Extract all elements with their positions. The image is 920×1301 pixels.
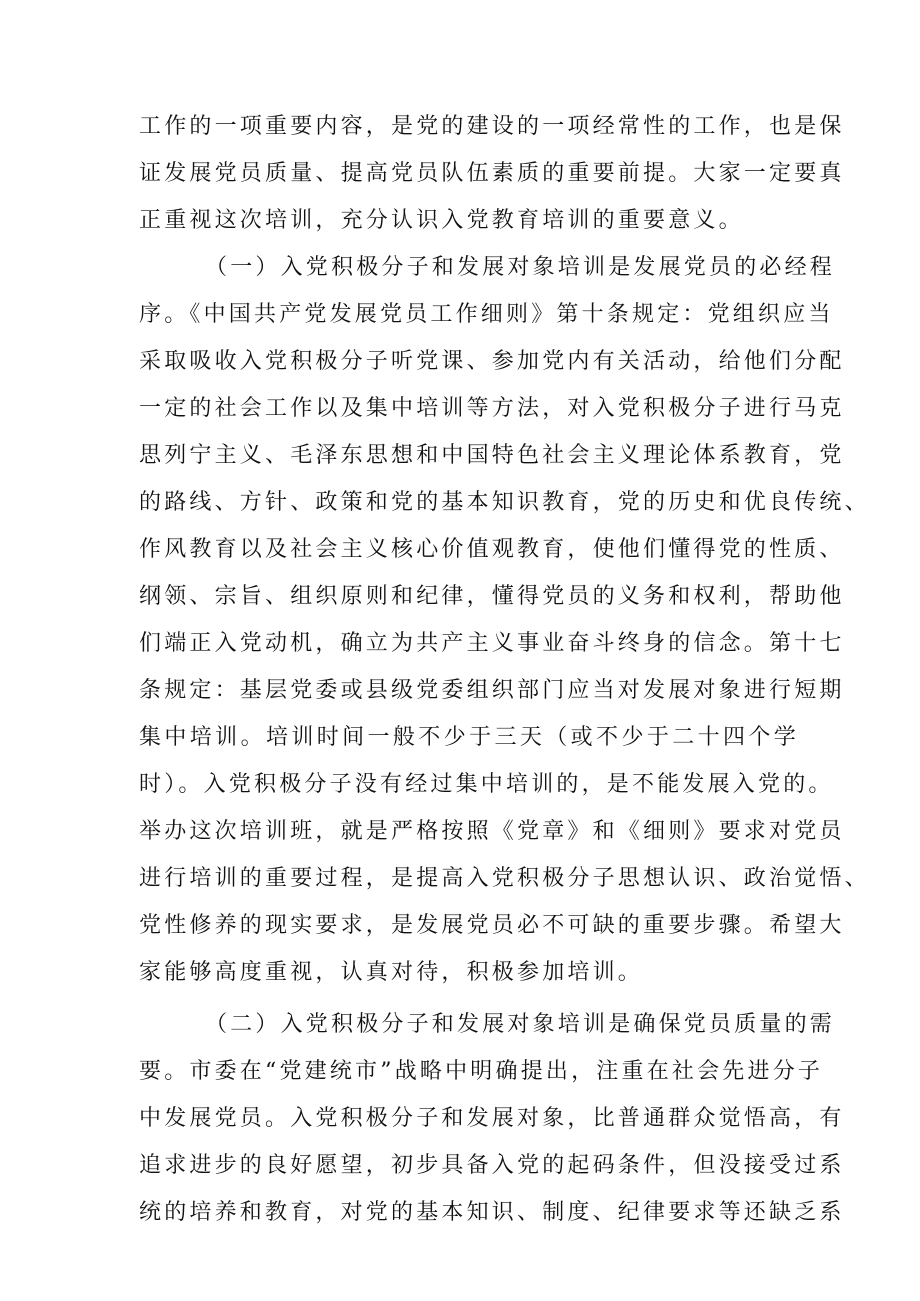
body-text-line: 中发展党员。入党积极分子和发展对象，比普通群众觉悟高，有 <box>139 1106 845 1131</box>
body-text-line: 采取吸收入党积极分子听党课、参加党内有关活动，给他们分配 <box>139 349 845 374</box>
body-text-line: 举办这次培训班，就是严格按照《党章》和《细则》要求对党员 <box>139 819 845 844</box>
body-text-line: 追求进步的良好愿望，初步具备入党的起码条件，但没接受过系 <box>139 1153 845 1178</box>
body-text-line: 纲领、宗旨、组织原则和纪律，懂得党员的义务和权利，帮助他 <box>139 584 845 609</box>
body-text-line: 要。市委在“党建统市”战略中明确提出，注重在社会先进分子 <box>139 1059 824 1084</box>
body-text-line: 党性修养的现实要求，是发展党员必不可缺的重要步骤。希望大 <box>139 913 845 938</box>
body-text-line: 统的培养和教育，对党的基本知识、制度、纪律要求等还缺乏系 <box>139 1200 845 1225</box>
body-text-line: 一定的社会工作以及集中培训等方法，对入党积极分子进行马克 <box>139 396 845 421</box>
body-text-line: 思列宁主义、毛泽东思想和中国特色社会主义理论体系教育，党 <box>139 443 845 468</box>
body-text-line: 作风教育以及社会主义核心价值观教育，使他们懂得党的性质、 <box>139 537 845 562</box>
body-text-line: 集中培训。培训时间一般不少于三天（或不少于二十四个学 <box>139 725 799 750</box>
body-text-line: 时）。入党积极分子没有经过集中培训的，是不能发展入党的。 <box>139 772 834 797</box>
body-text-line: 证发展党员质量、提高党员队伍素质的重要前提。大家一定要真 <box>139 161 845 186</box>
section-heading-1: （一）入党积极分子和发展对象培训是发展党员的必经程 <box>205 255 836 280</box>
body-text-line: 序。《中国共产党发展党员工作细则》第十条规定：党组织应当 <box>139 302 834 327</box>
body-text-line: 的路线、方针、政策和党的基本知识教育，党的历史和优良传统、 <box>139 490 870 515</box>
section-heading-2: （二）入党积极分子和发展对象培训是确保党员质量的需 <box>205 1012 836 1037</box>
body-text-line: 工作的一项重要内容，是党的建设的一项经常性的工作，也是保 <box>139 114 845 139</box>
body-text-line: 家能够高度重视，认真对待，积极参加培训。 <box>139 960 644 985</box>
body-text-line: 条规定：基层党委或县级党委组织部门应当对发展对象进行短期 <box>139 678 845 703</box>
body-text-line: 进行培训的重要过程，是提高入党积极分子思想认识、政治觉悟、 <box>139 866 870 891</box>
body-text-line: 们端正入党动机，确立为共产主义事业奋斗终身的信念。第十七 <box>139 631 845 656</box>
body-text-line: 正重视这次培训，充分认识入党教育培训的重要意义。 <box>139 208 744 233</box>
